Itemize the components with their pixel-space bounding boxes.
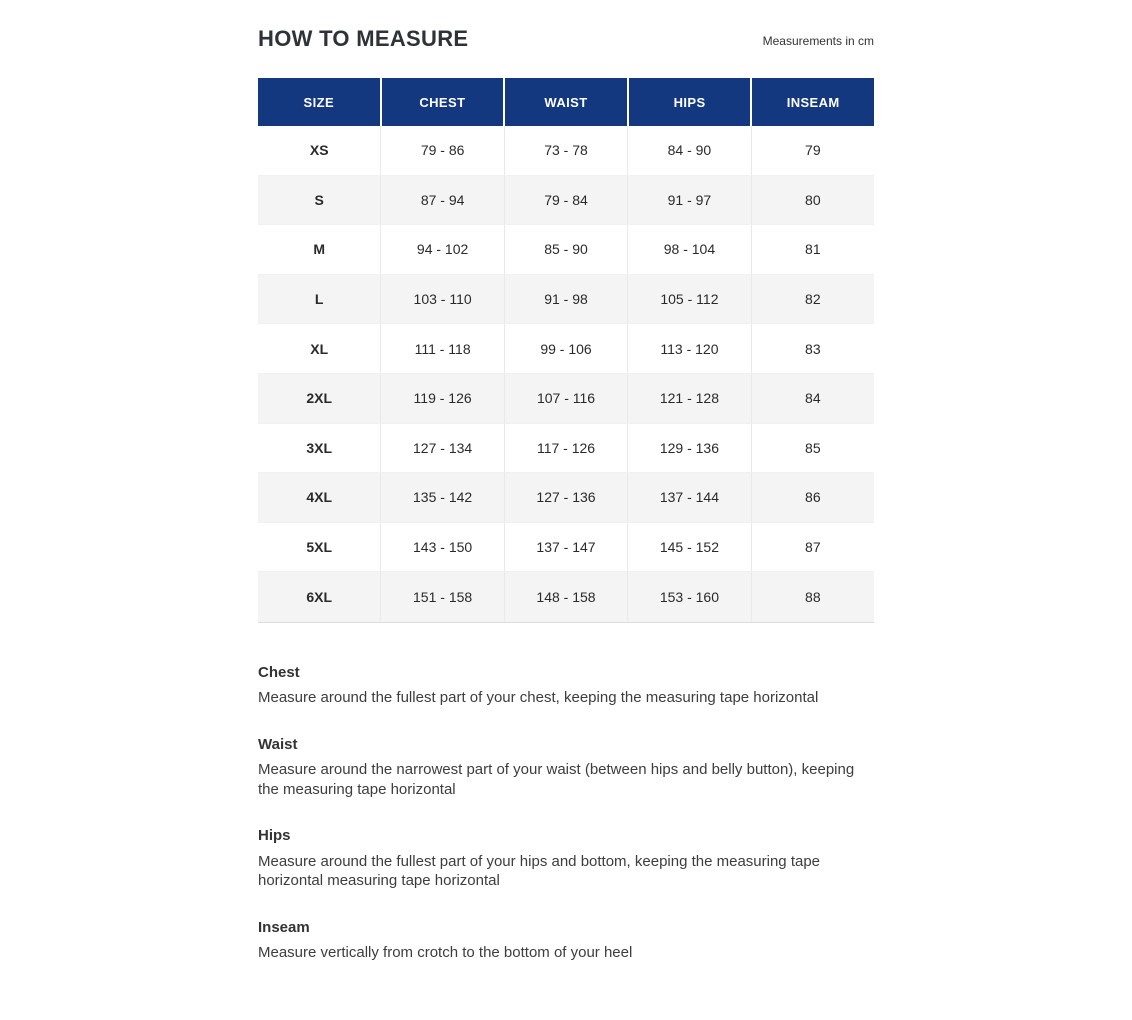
measurement-unit-note: Measurements in cm (762, 34, 874, 48)
hips-cell: 153 - 160 (627, 572, 750, 622)
size-table (258, 78, 874, 623)
section-text: Measure around the fullest part of your chest, keeping the measuring tape horizontal (258, 689, 819, 707)
table-row (258, 572, 874, 622)
waist-cell: 117 - 126 (504, 424, 627, 473)
instruction-hips (258, 828, 874, 891)
section-text: Measure around the fullest part of your hips and bottom, keeping the measuring tape horizontal measuring tape horizontal (258, 852, 821, 890)
instruction-inseam (258, 920, 874, 963)
inseam-cell: 84 (751, 374, 874, 423)
table-row (258, 473, 874, 523)
header-size: SIZE (303, 94, 335, 110)
size-cell: 2XL (306, 390, 333, 407)
hips-cell: 145 - 152 (627, 523, 750, 572)
table-row (258, 523, 874, 573)
size-cell: 4XL (306, 489, 333, 506)
chest-cell: 151 - 158 (380, 572, 503, 622)
hips-cell: 105 - 112 (627, 275, 750, 324)
hips-cell: 137 - 144 (627, 473, 750, 522)
chest-cell: 119 - 126 (380, 374, 503, 423)
page-title: HOW TO MEASURE (258, 26, 469, 51)
section-heading: Hips (258, 827, 291, 845)
size-cell: 5XL (306, 539, 333, 556)
chest-cell: 143 - 150 (380, 523, 503, 572)
hips-cell: 91 - 97 (627, 176, 750, 225)
inseam-cell: 88 (751, 572, 874, 622)
inseam-cell: 82 (751, 275, 874, 324)
header-hips: HIPS (627, 78, 751, 126)
measurement-instructions (258, 665, 874, 963)
hips-cell: 113 - 120 (627, 324, 750, 373)
waist-cell: 91 - 98 (504, 275, 627, 324)
chest-cell: 127 - 134 (380, 424, 503, 473)
section-text: Measure around the narrowest part of your waist (between hips and belly button), keeping the measuring tape horizontal (258, 761, 855, 798)
waist-cell: 137 - 147 (504, 523, 627, 572)
size-guide (258, 28, 874, 963)
size-cell: XS (309, 142, 329, 159)
size-cell: S (314, 191, 324, 208)
inseam-cell: 80 (751, 176, 874, 225)
chest-cell: 135 - 142 (380, 473, 503, 522)
waist-cell: 73 - 78 (504, 126, 627, 175)
header-chest: CHEST (380, 78, 504, 126)
header-waist: WAIST (503, 78, 627, 126)
hips-cell: 84 - 90 (627, 126, 750, 175)
inseam-cell: 87 (751, 523, 874, 572)
hips-cell: 121 - 128 (627, 374, 750, 423)
table-row (258, 176, 874, 226)
waist-cell: 107 - 116 (504, 374, 627, 423)
table-header-row (258, 78, 874, 126)
chest-cell: 103 - 110 (380, 275, 503, 324)
table-row (258, 424, 874, 474)
waist-cell: 99 - 106 (504, 324, 627, 373)
table-row (258, 275, 874, 325)
waist-cell: 127 - 136 (504, 473, 627, 522)
section-heading: Waist (258, 735, 298, 753)
chest-cell: 87 - 94 (380, 176, 503, 225)
header-inseam: INSEAM (750, 78, 874, 126)
chest-cell: 79 - 86 (380, 126, 503, 175)
instruction-chest (258, 665, 874, 708)
chest-cell: 111 - 118 (380, 324, 503, 373)
table-row (258, 225, 874, 275)
inseam-cell: 86 (751, 473, 874, 522)
waist-cell: 148 - 158 (504, 572, 627, 622)
table-row (258, 126, 874, 176)
section-heading: Chest (258, 663, 300, 681)
inseam-cell: 79 (751, 126, 874, 175)
size-cell: XL (310, 340, 329, 357)
title-bar (258, 28, 874, 50)
chest-cell: 94 - 102 (380, 225, 503, 274)
hips-cell: 98 - 104 (627, 225, 750, 274)
section-heading: Inseam (258, 918, 310, 936)
size-cell: 6XL (306, 589, 333, 606)
waist-cell: 79 - 84 (504, 176, 627, 225)
inseam-cell: 81 (751, 225, 874, 274)
size-cell: 3XL (306, 439, 333, 456)
inseam-cell: 85 (751, 424, 874, 473)
waist-cell: 85 - 90 (504, 225, 627, 274)
size-cell: L (314, 291, 324, 308)
instruction-waist (258, 737, 874, 800)
size-cell: M (313, 241, 326, 258)
table-row (258, 374, 874, 424)
inseam-cell: 83 (751, 324, 874, 373)
section-text: Measure vertically from crotch to the bottom of your heel (258, 944, 633, 962)
hips-cell: 129 - 136 (627, 424, 750, 473)
table-row (258, 324, 874, 374)
